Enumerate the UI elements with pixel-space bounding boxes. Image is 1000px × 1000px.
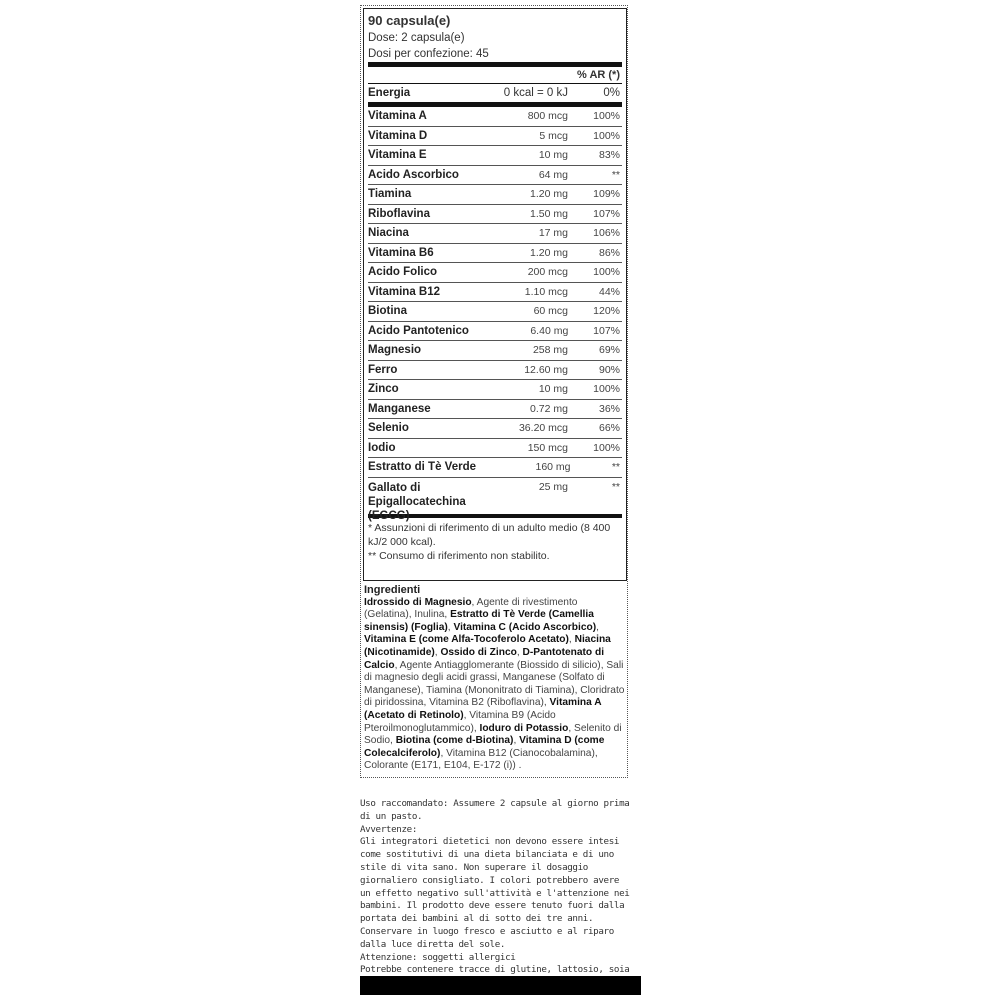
ingredient-text: , (568, 634, 575, 646)
nutrient-row (368, 146, 622, 166)
nutrient-amount: 1.50 mg (530, 207, 568, 220)
energy-label: Energia (368, 87, 411, 99)
nutrient-row (368, 263, 622, 283)
nutrient-amount: 1.10 mcg (524, 285, 568, 298)
nutrient-name: Manganese (368, 402, 431, 415)
nutrient-ar-pct: 83% (598, 149, 620, 162)
usage-paragraph: Potrebbe contenere tracce di glutine, lattosio, soia (360, 964, 630, 976)
ingredient-text: , Agente di rivestimento (Gelatina), Inulina, (364, 596, 578, 621)
nutrient-row (368, 302, 622, 322)
nutrient-row (368, 322, 622, 342)
nutrient-amount: 12.60 mg (524, 363, 568, 376)
ingredient-highlight: Ioduro di Potassio (479, 722, 569, 734)
nutrient-name: Biotina (368, 305, 407, 318)
nutrient-ar-pct: 120% (593, 305, 620, 318)
ingredients-text (364, 597, 626, 773)
ar-column-header (368, 67, 622, 83)
nutrient-row (368, 224, 622, 244)
nutrient-amount: 25 mg (538, 480, 568, 493)
ingredient-highlight: Estratto di Tè Verde (Camellia sinensis) (Foglia) (364, 609, 594, 633)
nutrient-amount: 150 mcg (527, 441, 568, 454)
ingredient-text: , Vitamina B12 (Cianocobalamina), Colorante (E171, E104, E-172 (i)) . (364, 747, 598, 772)
ingredient-highlight: Vitamina D (come Colecalciferolo) (364, 735, 605, 759)
nutrient-amount: 5 mcg (539, 129, 568, 142)
nutrient-name: Selenio (368, 422, 409, 435)
nutrient-name: Vitamina D (368, 129, 428, 142)
nutrient-ar-pct: ** (611, 480, 620, 493)
usage-paragraph: Uso raccomandato: Assumere 2 capsule al giorno prima di un pasto. (360, 798, 630, 822)
energy-amount: 0 kcal = 0 kJ (503, 87, 568, 99)
energy-pct: 0% (603, 87, 620, 99)
nutrient-name: Vitamina B12 (368, 285, 441, 298)
nutrient-row (368, 127, 622, 147)
nutrient-amount: 0.72 mg (530, 402, 568, 415)
nutrient-row (368, 185, 622, 205)
nutrition-facts-panel (363, 8, 627, 581)
usage-section (360, 798, 630, 990)
nutrient-row (368, 166, 622, 186)
nutrient-amount: 1.20 mg (530, 246, 568, 259)
serving-dose: Dose: 2 capsula(e) (368, 32, 465, 44)
ingredient-highlight: Niacina (Nicotinamide) (364, 634, 611, 658)
nutrient-name: Tiamina (368, 188, 412, 201)
nutrient-name: Magnesio (368, 344, 422, 357)
ingredient-text: , Vitamina B9 (Acido Pteroilmonoglutammico), (364, 709, 556, 734)
usage-paragraph: Attenzione: soggetti allergici (360, 951, 516, 963)
ingredients-section (364, 584, 626, 773)
nutrient-ar-pct: 69% (598, 344, 620, 357)
footnotes (368, 518, 622, 563)
nutrient-row (368, 439, 622, 459)
nutrient-ar-pct: 109% (593, 188, 620, 201)
nutrient-amount: 258 mg (532, 344, 568, 357)
nutrient-ar-pct: 100% (593, 110, 620, 123)
nutrient-ar-pct: 66% (598, 422, 620, 435)
ar-column-label: % AR (*) (577, 69, 620, 81)
nutrient-name: Ferro (368, 363, 398, 376)
usage-paragraph: Gli integratori dietetici non devono essere intesi come sostitutivi di una dieta bilanciata e di uno stile di vita sano. Non superare il dosaggio giornaliero consigliato. I colori potrebbero avere un effetto negativo sull'attività e l'attenzione nei bambini. Il prodotto deve essere tenuto fuori dalla portata dei bambini al di sotto dei tre anni. Conservare in luogo fresco e asciutto e al riparo dalla luce diretta del sole. (360, 836, 630, 950)
ingredient-text: , (513, 735, 520, 747)
nutrient-ar-pct: 100% (593, 383, 620, 396)
nutrient-amount: 1.20 mg (530, 188, 568, 201)
ingredient-text: , Agente Antiagglomerante (Biossido di silicio), Sali di magnesio degli acidi grassi, Manganese (Solfato di Manganese), Tiamina (Mononitrato di Tiamina), Cloridrato di piridossina, Vitamina B2 (Riboflavina), (364, 659, 625, 709)
nutrient-row (368, 341, 622, 361)
doses-per-pack: Dosi per confezione: 45 (368, 48, 489, 60)
nutrient-name: Acido Pantotenico (368, 324, 469, 337)
nutrient-row (368, 380, 622, 400)
nutrient-amount: 10 mg (538, 149, 568, 162)
ingredient-highlight: Ossido di Zinco (440, 646, 517, 658)
nutrient-row (368, 458, 622, 478)
nutrient-row (368, 244, 622, 264)
nutrient-ar-pct: 100% (593, 266, 620, 279)
ingredient-text: , (447, 621, 454, 633)
package-size: 90 capsula(e) (368, 13, 451, 28)
nutrient-ar-pct: 106% (593, 227, 620, 240)
footnote-ar: * Assunzioni di riferimento di un adulto medio (8 400 kJ/2 000 kcal). (368, 521, 611, 548)
nutrient-name: Acido Ascorbico (368, 168, 459, 181)
nutrient-amount: 200 mcg (527, 266, 568, 279)
nutrient-ar-pct: ** (611, 461, 620, 474)
ingredient-highlight: Vitamina A (Acetato di Retinolo) (364, 697, 602, 721)
usage-paragraph: Avvertenze: (360, 823, 417, 835)
nutrient-name: Vitamina E (368, 149, 427, 162)
nutrient-row (368, 361, 622, 381)
nutrient-name: Niacina (368, 227, 409, 240)
nutrient-name: Gallato di Epigallocatechina (EGCG) (368, 481, 466, 522)
nutrient-row (368, 400, 622, 420)
nutrient-ar-pct: ** (611, 168, 620, 181)
ingredients-title: Ingredienti (364, 584, 421, 596)
ingredient-highlight: Vitamina C (Acido Ascorbico) (453, 621, 597, 633)
ingredient-text: , (434, 646, 441, 658)
footnote-no-reference: ** Consumo di riferimento non stabilito. (368, 549, 550, 562)
nutrient-amount: 17 mg (538, 227, 568, 240)
nutrient-ar-pct: 36% (598, 402, 620, 415)
nutrient-name: Zinco (368, 383, 399, 396)
nutrient-name: Riboflavina (368, 207, 430, 220)
ingredient-text: , (596, 621, 599, 633)
black-bar (360, 976, 641, 995)
energy-row (368, 84, 622, 102)
nutrient-ar-pct: 107% (593, 207, 620, 220)
ingredient-text: , Selenito di Sodio, (364, 722, 622, 747)
nutrient-row (368, 478, 622, 522)
nutrient-name: Iodio (368, 441, 396, 454)
nutrient-ar-pct: 44% (598, 285, 620, 298)
nutrient-table (368, 107, 622, 522)
ingredient-highlight: D-Pantotenato di Calcio (364, 646, 605, 671)
nutrient-ar-pct: 100% (593, 129, 620, 142)
nutrient-amount: 6.40 mg (530, 324, 569, 337)
nutrient-ar-pct: 90% (598, 363, 620, 376)
nutrient-amount: 64 mg (538, 168, 568, 181)
nutrient-name: Estratto di Tè Verde (368, 461, 477, 474)
nutrient-amount: 10 mg (538, 383, 568, 396)
nutrient-row (368, 419, 622, 439)
nutrient-row (368, 107, 622, 127)
nutrient-amount: 160 mg (535, 461, 571, 474)
nutrient-ar-pct: 86% (598, 246, 620, 259)
ingredient-highlight: Vitamina E (come Alfa-Tocoferolo Acetato) (364, 634, 569, 646)
nutrient-row (368, 205, 622, 225)
nutrient-row (368, 283, 622, 303)
nutrient-amount: 800 mcg (527, 110, 568, 123)
nutrient-ar-pct: 107% (593, 324, 620, 337)
ingredient-highlight: Biotina (come d-Biotina) (395, 735, 514, 747)
ingredient-text: , (516, 646, 523, 658)
nutrient-ar-pct: 100% (593, 441, 620, 454)
nutrient-amount: 36.20 mcg (518, 422, 568, 435)
nutrient-name: Vitamina B6 (368, 246, 434, 259)
nutrient-amount: 60 mcg (533, 305, 568, 318)
nutrient-name: Vitamina A (368, 110, 427, 123)
nutrient-name: Acido Folico (368, 266, 437, 279)
ingredient-highlight: Idrossido di Magnesio (364, 596, 472, 608)
